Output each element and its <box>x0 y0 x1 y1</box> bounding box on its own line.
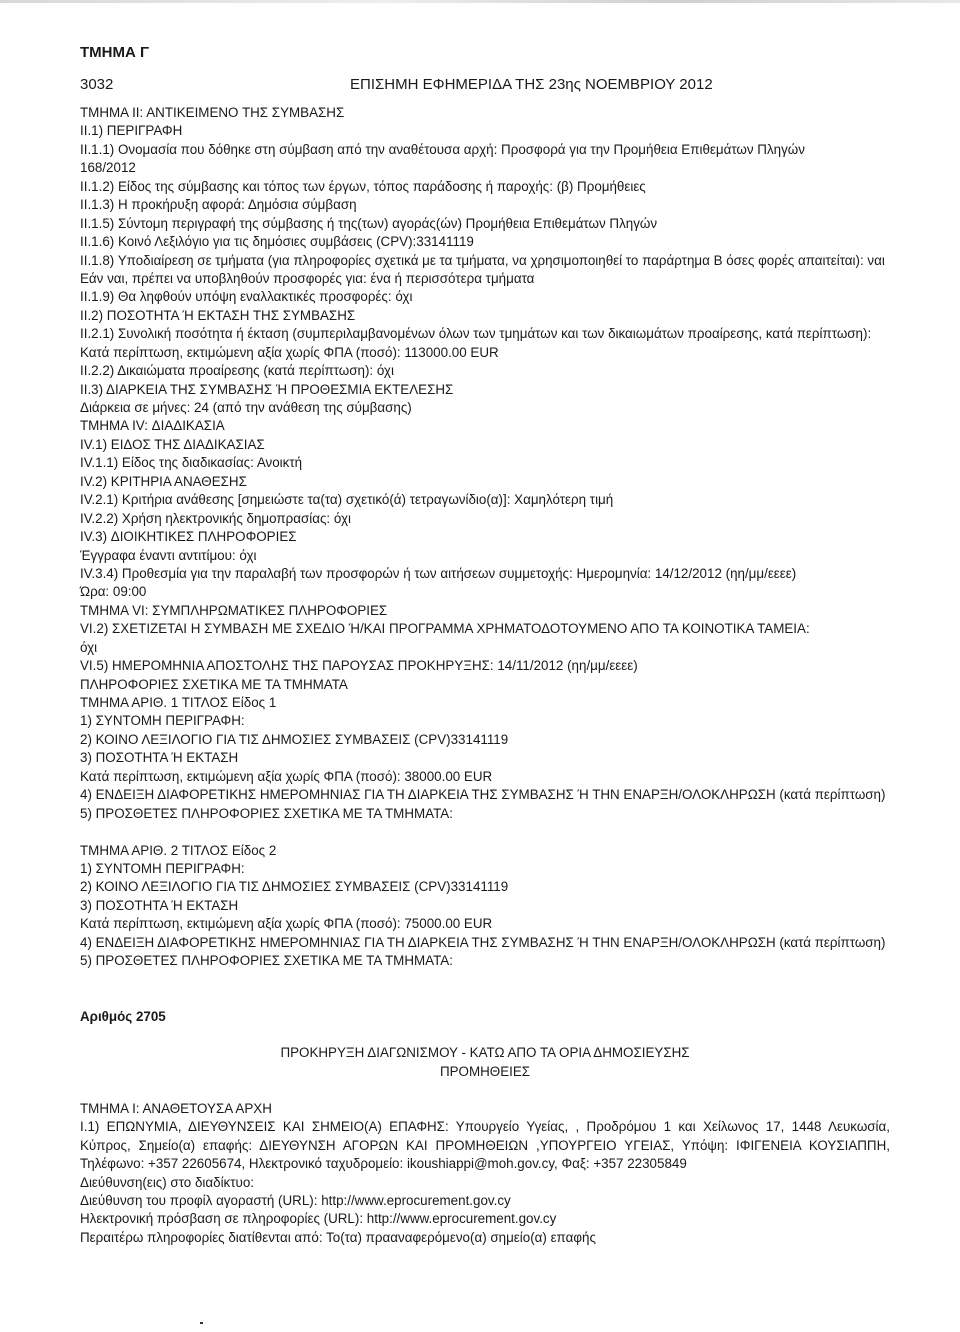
text-line: 168/2012 <box>80 160 136 176</box>
lot2-additional-info: 5) ΠΡΟΣΘΕΤΕΣ ΠΛΗΡΟΦΟΡΙΕΣ ΣΧΕΤΙΚΑ ΜΕ ΤΑ ΤΜΗΜΑΤΑ: <box>80 953 453 969</box>
text-line: 1) ΣΥΝΤΟΜΗ ΠΕΡΙΓΡΑΦΗ: <box>80 860 245 876</box>
text-line: IV.2.2) Χρήση ηλεκτρονικής δημοπρασίας: όχι <box>80 510 351 526</box>
text-line: 3) ΠΟΣΟΤΗΤΑ Ή ΕΚΤΑΣΗ <box>80 750 239 766</box>
text-line: Διάρκεια σε μήνες: 24 (από την ανάθεση της σύμβασης) <box>80 400 412 416</box>
text-line: Περαιτέρω πληροφορίες διατίθενται από: Το(τα) πρααναφερόμενο(α) σημείο(α) επαφής <box>80 1229 596 1245</box>
text-line: 3) ΠΟΣΟΤΗΤΑ Ή ΕΚΤΑΣΗ <box>80 897 239 913</box>
text-line: VI.2) ΣΧΕΤΙΖΕΤΑΙ Η ΣΥΜΒΑΣΗ ΜΕ ΣΧΕΔΙΟ Ή/ΚΑΙ ΠΡΟΓΡΑΜΜΑ ΧΡΗΜΑΤΟΔΟΤΟΥΜΕΝΟ ΑΠΟ ΤΑ ΚΟΙΝΟΤΙΚΑ ΤΑΜΕΙΑ: <box>80 621 810 637</box>
text-line: Κατά περίπτωση, εκτιμώμενη αξία χωρίς ΦΠΑ (ποσό): 38000.00 EUR <box>80 768 493 784</box>
text-line: ΤΜΗΜΑ IV: ΔΙΑΔΙΚΑΣΙΑ <box>80 418 225 434</box>
journal-title: ΕΠΙΣΗΜΗ ΕΦΗΜΕΡΙΔΑ ΤΗΣ 23ης ΝΟΕΜΒΡΙΟΥ 2012 <box>350 76 713 93</box>
quantity-block <box>80 270 890 325</box>
text-line: Ώρα: 09:00 <box>80 584 147 600</box>
page-number: 3032 <box>80 76 114 93</box>
notice-subtitle: ΠΡΟΜΗΘΕΙΕΣ <box>439 1063 531 1079</box>
text-line: Εάν ναι, πρέπει να υποβληθούν προσφορές για: ένα ή περισσότερα τμήματα <box>80 270 535 286</box>
section-label: ΤΜΗΜΑ Γ <box>80 44 150 61</box>
text-line: IV.2) ΚΡΙΤΗΡΙΑ ΑΝΑΘΕΣΗΣ <box>80 473 247 489</box>
text-line: ΤΜΗΜΑ ΑΡΙΘ. 1 ΤΙΤΛΟΣ Είδος 1 <box>80 695 277 711</box>
total-quantity-paragraph: ΙΙ.2.1) Συνολική ποσότητα ή έκταση (συμπεριλαμβανομένων όλων των τμημάτων και των δικαιωμάτων προαίρεσης, κατά περίπτωση): <box>80 326 872 342</box>
internet-addresses-block <box>80 1174 890 1248</box>
spacer <box>80 1081 890 1099</box>
lot1-date-indication: 4) ΕΝΔΕΙΞΗ ΔΙΑΦΟΡΕΤΙΚΗΣ ΗΜΕΡΟΜΗΝΙΑΣ ΓΙΑ ΤΗ ΔΙΑΡΚΕΙΑ ΤΗΣ ΣΥΜΒΑΣΗΣ Ή ΤΗΝ ΕΝΑΡΞΗ/ΟΛΟΚΛΗΡΩΣΗ (κατά περίπτωση) <box>80 787 886 803</box>
text-line: ΙΙ.3) ΔΙΑΡΚΕΙΑ ΤΗΣ ΣΥΜΒΑΣΗΣ Ή ΠΡΟΘΕΣΜΙΑ ΕΚΤΕΛΕΣΗΣ <box>80 381 454 397</box>
contact-paragraph: Ι.1) ΕΠΩΝΥΜΙΑ, ΔΙΕΥΘΥΝΣΕΙΣ ΚΑΙ ΣΗΜΕΙΟ(Α) ΕΠΑΦΗΣ: Υπουργείο Υγείας, , Προδρόμου 1 και Χείλωνος 17, 1448 Λευκωσία, Κύπρος, Σημείο(α) επαφής: ΔΙΕΥΘΥΝΣΗ ΑΓΟΡΩΝ ΚΑΙ ΠΡΟΜΗΘΕΙΩΝ ,ΥΠΟΥΡΓΕΙΟ ΥΓΕΙΑΣ, Υπόψη: ΙΦΙΓΕΝΕΙΑ ΚΟΥΣΙΑΠΠΗ, Τηλέφωνο: +357 22605674, Ηλεκτρονικό ταχυδρομείο: ikoushiappi@moh.gov.cy, Φαξ: +357 22305849 <box>80 1119 890 1172</box>
text-line: 2) ΚΟΙΝΟ ΛΕΞΙΛΟΓΙΟ ΓΙΑ ΤΙΣ ΔΗΜΟΣΙΕΣ ΣΥΜΒΑΣΕΙΣ (CPV)33141119 <box>80 731 509 747</box>
lot2-date-indication: 4) ΕΝΔΕΙΞΗ ΔΙΑΦΟΡΕΤΙΚΗΣ ΗΜΕΡΟΜΗΝΙΑΣ ΓΙΑ ΤΗ ΔΙΑΡΚΕΙΑ ΤΗΣ ΣΥΜΒΑΣΗΣ Ή ΤΗΝ ΕΝΑΡΞΗ/ΟΛΟΚΛΗΡΩΣΗ (κατά περίπτωση) <box>80 934 886 950</box>
text-line: ΠΛΗΡΟΦΟΡΙΕΣ ΣΧΕΤΙΚΑ ΜΕ ΤΑ ΤΜΗΜΑΤΑ <box>80 676 348 692</box>
text-line: Διεύθυνση(εις) στο διαδίκτυο: <box>80 1174 255 1190</box>
text-line: ΙΙ.1.3) Η προκήρυξη αφορά: Δημόσια σύμβαση <box>80 197 357 213</box>
text-line: ΤΜΗΜΑ ΑΡΙΘ. 2 ΤΙΤΛΟΣ Είδος 2 <box>80 842 277 858</box>
text-line: IV.1.1) Είδος της διαδικασίας: Ανοικτή <box>80 455 303 471</box>
text-line: ΙΙ.1) ΠΕΡΙΓΡΑΦΗ <box>80 123 183 139</box>
text-line: ΤΜΗΜΑ VI: ΣΥΜΠΛΗΡΩΜΑΤΙΚΕΣ ΠΛΗΡΟΦΟΡΙΕΣ <box>80 602 388 618</box>
text-line: ΙΙ.1.9) Θα ληφθούν υπόψη εναλλακτικές προσφορές: όχι <box>80 289 413 305</box>
lot1-additional-info: 5) ΠΡΟΣΘΕΤΕΣ ΠΛΗΡΟΦΟΡΙΕΣ ΣΧΕΤΙΚΑ ΜΕ ΤΑ ΤΜΗΜΑΤΑ: <box>80 805 453 821</box>
text-line: VI.5) ΗΜΕΡΟΜΗΝΙΑ ΑΠΟΣΤΟΛΗΣ ΤΗΣ ΠΑΡΟΥΣΑΣ ΠΡΟΚΗΡΥΞΗΣ: 14/11/2012 (ηη/μμ/εεεε) <box>80 658 638 674</box>
document-body <box>80 104 890 1247</box>
text-line: ΙΙ.1.1) Ονομασία που δόθηκε στη σύμβαση από την αναθέτουσα αρχή: Προσφορά για την Προμήθεια Επιθεμάτων Πληγών <box>80 141 805 157</box>
spacer <box>80 1026 890 1044</box>
text-line: 2) ΚΟΙΝΟ ΛΕΞΙΛΟΓΙΟ ΓΙΑ ΤΙΣ ΔΗΜΟΣΙΕΣ ΣΥΜΒΑΣΕΙΣ (CPV)33141119 <box>80 879 509 895</box>
text-line: IV.2.1) Κριτήρια ανάθεσης [σημειώστε τα(τα) σχετικό(ά) τετραγωνίδιο(α)]: Χαμηλότερη τιμή <box>80 492 614 508</box>
text-line: Κατά περίπτωση, εκτιμώμενη αξία χωρίς ΦΠΑ (ποσό): 113000.00 EUR <box>80 344 499 360</box>
page-header <box>80 76 880 96</box>
lots-division-paragraph: ΙΙ.1.8) Υποδιαίρεση σε τμήματα (για πληροφορίες σχετικά με τα τμήματα, να χρησιμοποιηθεί το παράρτημα Β όσες φορές απαιτείται): ναι <box>80 252 885 268</box>
scan-speck <box>200 1322 203 1324</box>
text-line: ΤΜΗΜΑ ΙΙ: ΑΝΤΙΚΕΙΜΕΝΟ ΤΗΣ ΣΥΜΒΑΣΗΣ <box>80 105 345 120</box>
section-heading: ΤΜΗΜΑ Ι: ΑΝΑΘΕΤΟΥΣΑ ΑΡΧΗ <box>80 1100 272 1116</box>
text-line: ΙΙ.2) ΠΟΣΟΤΗΤΑ Ή ΕΚΤΑΣΗ ΤΗΣ ΣΥΜΒΑΣΗΣ <box>80 307 356 323</box>
text-line: όχι <box>80 639 98 655</box>
scan-artifact <box>0 0 960 3</box>
text-line: ΙΙ.1.5) Σύντομη περιγραφή της σύμβασης ή της(των) αγοράς(ών) Προμήθεια Επιθεμάτων Πληγών <box>80 215 658 231</box>
notice-number: Αριθμός 2705 <box>80 1008 166 1024</box>
text-line: Κατά περίπτωση, εκτιμώμενη αξία χωρίς ΦΠΑ (ποσό): 75000.00 EUR <box>80 916 493 932</box>
text-line: Έγγραφα έναντι αντιτίμου: όχι <box>80 547 257 563</box>
spacer <box>80 823 890 841</box>
spacer <box>80 971 890 1008</box>
text-line: ΙΙ.2.2) Δικαιώματα προαίρεσης (κατά περίπτωση): όχι <box>80 363 394 379</box>
text-line: ΙΙ.1.2) Είδος της σύμβασης και τόπος των έργων, τόπος παράδοσης ή παροχής: (β) Προμήθειες <box>80 178 646 194</box>
text-line: Ηλεκτρονική πρόσβαση σε πληροφορίες (URL): http://www.eprocurement.gov.cy <box>80 1211 557 1227</box>
contract-object-block <box>80 104 890 252</box>
procedure-block <box>80 344 890 787</box>
lot2-block <box>80 842 890 934</box>
notice-title: ΠΡΟΚΗΡΥΞΗ ΔΙΑΓΩΝΙΣΜΟΥ - ΚΑΤΩ ΑΠΟ ΤΑ ΟΡΙΑ ΔΗΜΟΣΙΕΥΣΗΣ <box>280 1045 690 1061</box>
text-line: IV.1) ΕΙΔΟΣ ΤΗΣ ΔΙΑΔΙΚΑΣΙΑΣ <box>80 436 265 452</box>
text-line: IV.3.4) Προθεσμία για την παραλαβή των προσφορών ή των αιτήσεων συμμετοχής: Ημερομηνία: 14/12/2012 (ηη/μμ/εεεε) <box>80 565 797 581</box>
text-line: IV.3) ΔΙΟΙΚΗΤΙΚΕΣ ΠΛΗΡΟΦΟΡΙΕΣ <box>80 529 297 545</box>
text-line: ΙΙ.1.6) Κοινό Λεξιλόγιο για τις δημόσιες συμβάσεις (CPV):33141119 <box>80 234 474 250</box>
text-line: 1) ΣΥΝΤΟΜΗ ΠΕΡΙΓΡΑΦΗ: <box>80 713 245 729</box>
text-line: Διεύθυνση του προφίλ αγοραστή (URL): http://www.eprocurement.gov.cy <box>80 1192 511 1208</box>
